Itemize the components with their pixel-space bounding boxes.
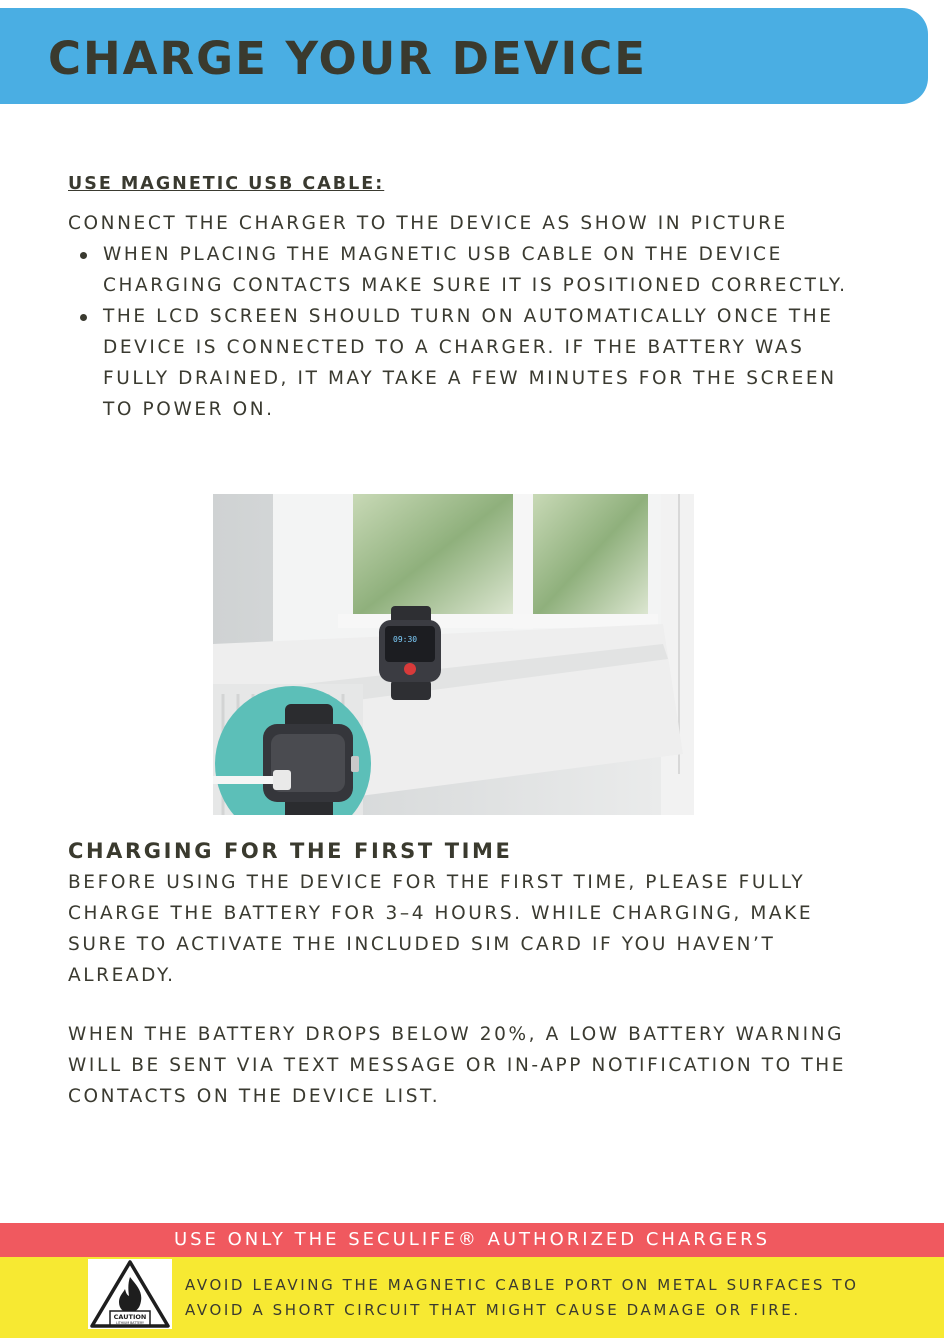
list-item: WHEN PLACING THE MAGNETIC USB CABLE ON THE DEVICE CHARGING CONTACTS MAKE SURE IT IS POSITIONED CORRECTLY. (68, 239, 848, 301)
header-banner (0, 8, 928, 104)
magnetic-cable-subheading: USE MAGNETIC USB CABLE: (68, 174, 385, 194)
magnetic-cable-bullets (68, 239, 848, 425)
magnetic-cable-intro: CONNECT THE CHARGER TO THE DEVICE AS SHOW IN PICTURE (68, 213, 788, 234)
window-sill-watch-illustration (213, 494, 694, 815)
fire-warning-icon (88, 1259, 172, 1329)
page-title: CHARGE YOUR DEVICE (48, 32, 648, 85)
charging-photo (213, 494, 694, 815)
authorized-chargers-banner: USE ONLY THE SECULIFE® AUTHORIZED CHARGERS (0, 1223, 944, 1257)
first-time-heading: CHARGING FOR THE FIRST TIME (68, 839, 513, 863)
caution-battery-icon (88, 1259, 172, 1329)
first-time-paragraph: BEFORE USING THE DEVICE FOR THE FIRST TIME, PLEASE FULLY CHARGE THE BATTERY FOR 3–4 HOURS. WHILE CHARGING, MAKE SURE TO ACTIVATE THE INCLUDED SIM CARD IF YOU HAVEN’T ALREADY. (68, 872, 814, 986)
caution-sublabel: LITHIUM BATTERY (115, 1321, 145, 1325)
svg-text:09:30: 09:30 (393, 635, 418, 644)
caution-label: CAUTION (113, 1313, 147, 1321)
short-circuit-warning: AVOID LEAVING THE MAGNETIC CABLE PORT ON METAL SURFACES TO AVOID A SHORT CIRCUIT THAT MIGHT CAUSE DAMAGE OR FIRE. (185, 1276, 859, 1319)
magnetic-cable-section (68, 172, 848, 425)
first-time-section (68, 839, 848, 1112)
low-battery-paragraph: WHEN THE BATTERY DROPS BELOW 20%, A LOW BATTERY WARNING WILL BE SENT VIA TEXT MESSAGE OR IN-APP NOTIFICATION TO THE CONTACTS ON THE DEVICE LIST. (68, 1024, 847, 1107)
list-item: THE LCD SCREEN SHOULD TURN ON AUTOMATICALLY ONCE THE DEVICE IS CONNECTED TO A CHARGER. IF THE BATTERY WAS FULLY DRAINED, IT MAY TAKE A FEW MINUTES FOR THE SCREEN TO POWER ON. (68, 301, 848, 425)
